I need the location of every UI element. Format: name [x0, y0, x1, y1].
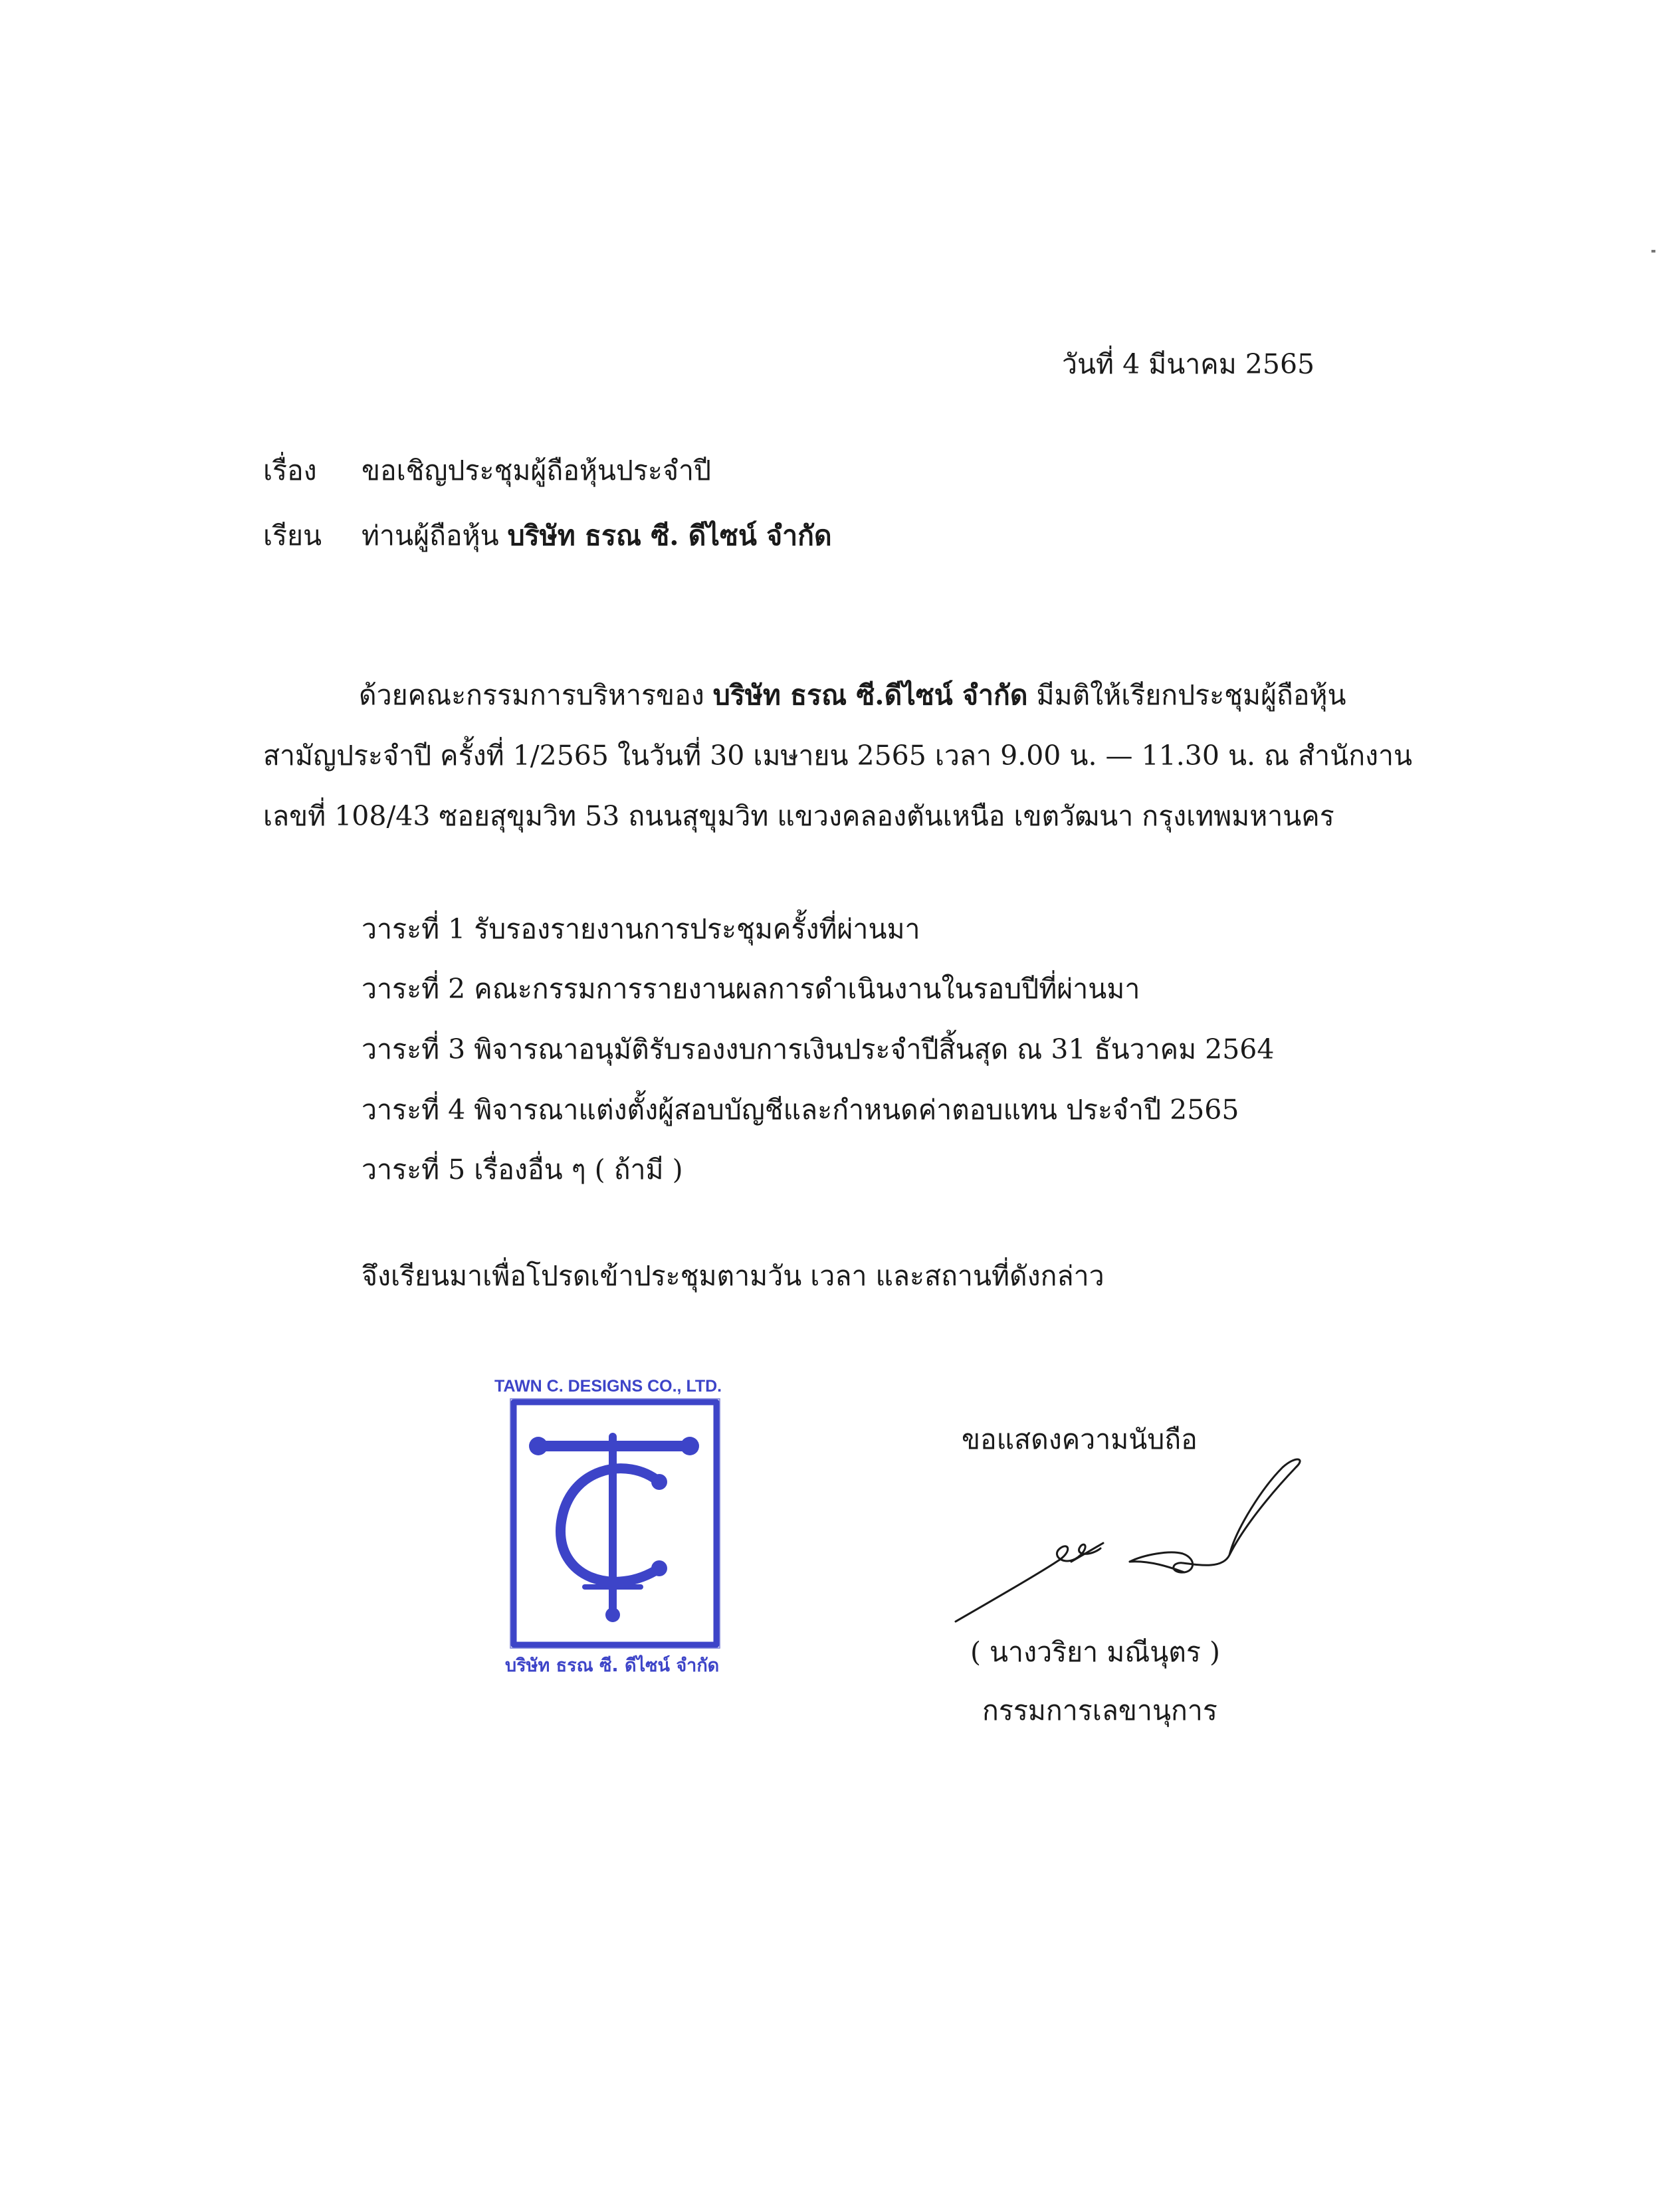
signer-title: กรรมการเลขานุการ	[982, 1695, 1217, 1726]
agenda-item: วาระที่ 1 รับรองรายงานการประชุมครั้งที่ผ่านมา	[362, 913, 920, 945]
agenda-item: วาระที่ 4 พิจารณาแต่งตั้งผู้สอบบัญชีและกำหนดค่าตอบแทน ประจำปี 2565	[362, 1094, 1239, 1126]
regards-closing: ขอแสดงความนับถือ	[962, 1423, 1198, 1455]
stamp-bottom-text: บริษัท ธรณ ซี. ดีไซน์ จำกัด	[505, 1655, 720, 1676]
letter-date: วันที่ 4 มีนาคม 2565	[1062, 348, 1315, 380]
scan-mark	[1651, 250, 1655, 253]
signer-name: ( นางวริยา มณีนุตร )	[970, 1636, 1220, 1668]
body-line-2: สามัญประจำปี ครั้งที่ 1/2565 ในวันที่ 30 เมษายน 2565 เวลา 9.00 น. — 11.30 น. ณ สำนักงาน	[263, 740, 1413, 772]
body-line-3: เลขที่ 108/43 ซอยสุขุมวิท 53 ถนนสุขุมวิท แขวงคลองตันเหนือ เขตวัฒนา กรุงเทพมหานคร	[263, 800, 1334, 832]
body-line-1	[263, 675, 1346, 715]
subject-text: ขอเชิญประชุมผู้ถือหุ้นประจำปี	[362, 455, 712, 486]
body-company-name: บริษัท ธรณ ซี.ดีไซน์ จำกัด	[712, 679, 1028, 711]
stamp-top-text: TAWN C. DESIGNS CO., LTD.	[494, 1377, 722, 1396]
agenda-item: วาระที่ 5 เรื่องอื่น ๆ ( ถ้ามี )	[362, 1154, 683, 1186]
body-line-1-pre: ด้วยคณะกรรมการบริหารของ	[359, 679, 713, 711]
closing-invitation: จึงเรียนมาเพื่อโปรดเข้าประชุมตามวัน เวลา และสถานที่ดังกล่าว	[362, 1260, 1104, 1292]
subject-line	[263, 451, 711, 490]
company-seal-stamp	[485, 1368, 751, 1680]
recipient-company: บริษัท ธรณ ซี. ดีไซน์ จำกัด	[507, 520, 832, 552]
recipient-label: เรียน	[263, 520, 322, 552]
agenda-item: วาระที่ 3 พิจารณาอนุมัติรับรองงบการเงินประจำปีสิ้นสุด ณ 31 ธันวาคม 2564	[362, 1033, 1275, 1065]
recipient-text: ท่านผู้ถือหุ้น	[362, 520, 508, 552]
recipient-line	[263, 516, 832, 556]
subject-label: เรื่อง	[263, 455, 317, 486]
body-line-1-post: มีมติให้เรียกประชุมผู้ถือหุ้น	[1027, 679, 1346, 711]
handwritten-signature	[950, 1455, 1322, 1628]
agenda-item: วาระที่ 2 คณะกรรมการรายงานผลการดำเนินงานในรอบปีที่ผ่านมา	[362, 973, 1140, 1005]
